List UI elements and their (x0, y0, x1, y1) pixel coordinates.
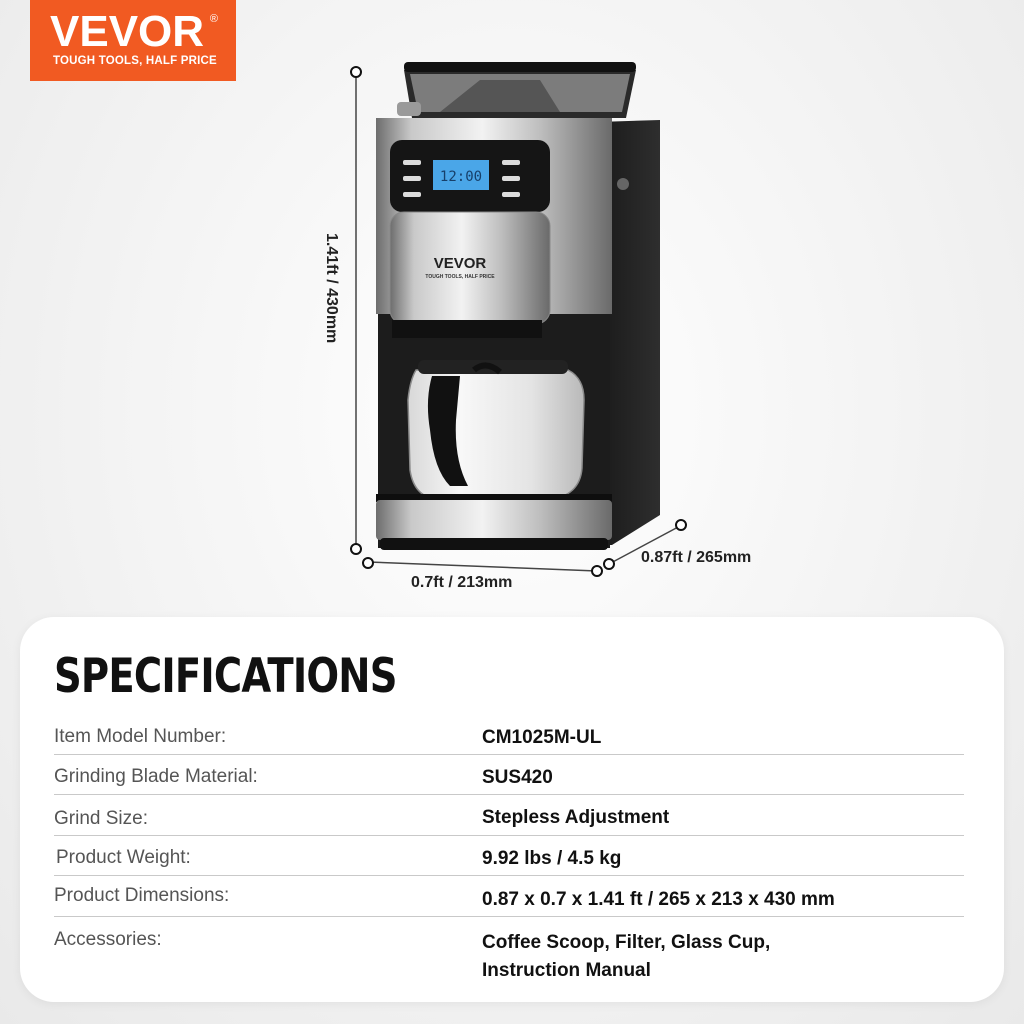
width-dimension-label: 0.7ft / 213mm (411, 574, 513, 591)
spec-row-dimensions (54, 885, 964, 917)
panel-tagline: TOUGH TOOLS, HALF PRICE (425, 274, 495, 280)
spec-label: Product Weight: (56, 847, 191, 868)
spec-row-weight (54, 845, 964, 876)
spec-value: CM1025M-UL (482, 727, 602, 748)
panel-brand: VEVOR (433, 255, 487, 272)
lcd-display: 12:00 (439, 169, 483, 185)
spec-value: 0.87 x 0.7 x 1.41 ft / 265 x 213 x 430 mm (482, 889, 835, 910)
height-dimension-label: 1.41ft / 430mm (323, 233, 340, 344)
spec-label: Accessories: (54, 929, 162, 950)
specifications-title: SPECIFICATIONS (54, 649, 397, 704)
spec-value: Stepless Adjustment (482, 807, 670, 828)
spec-value: Coffee Scoop, Filter, Glass Cup, (482, 932, 771, 953)
registered-mark: ® (209, 13, 218, 25)
spec-value: SUS420 (482, 767, 553, 788)
spec-row-accessories (54, 927, 964, 987)
spec-row-blade (54, 764, 964, 795)
spec-label: Item Model Number: (54, 726, 227, 747)
spec-label: Grinding Blade Material: (54, 766, 258, 787)
spec-label: Product Dimensions: (54, 885, 230, 906)
spec-row-grind (54, 804, 964, 836)
spec-label: Grind Size: (54, 808, 148, 829)
logo-tagline: TOUGH TOOLS, HALF PRICE (53, 55, 217, 67)
spec-value: 9.92 lbs / 4.5 kg (482, 848, 622, 869)
logo-text: VEVOR (50, 7, 205, 56)
specifications-card (20, 617, 1004, 1002)
depth-dimension-label: 0.87ft / 265mm (641, 549, 752, 566)
spec-row-model (54, 724, 964, 755)
spec-value-line2: Instruction Manual (482, 960, 651, 981)
